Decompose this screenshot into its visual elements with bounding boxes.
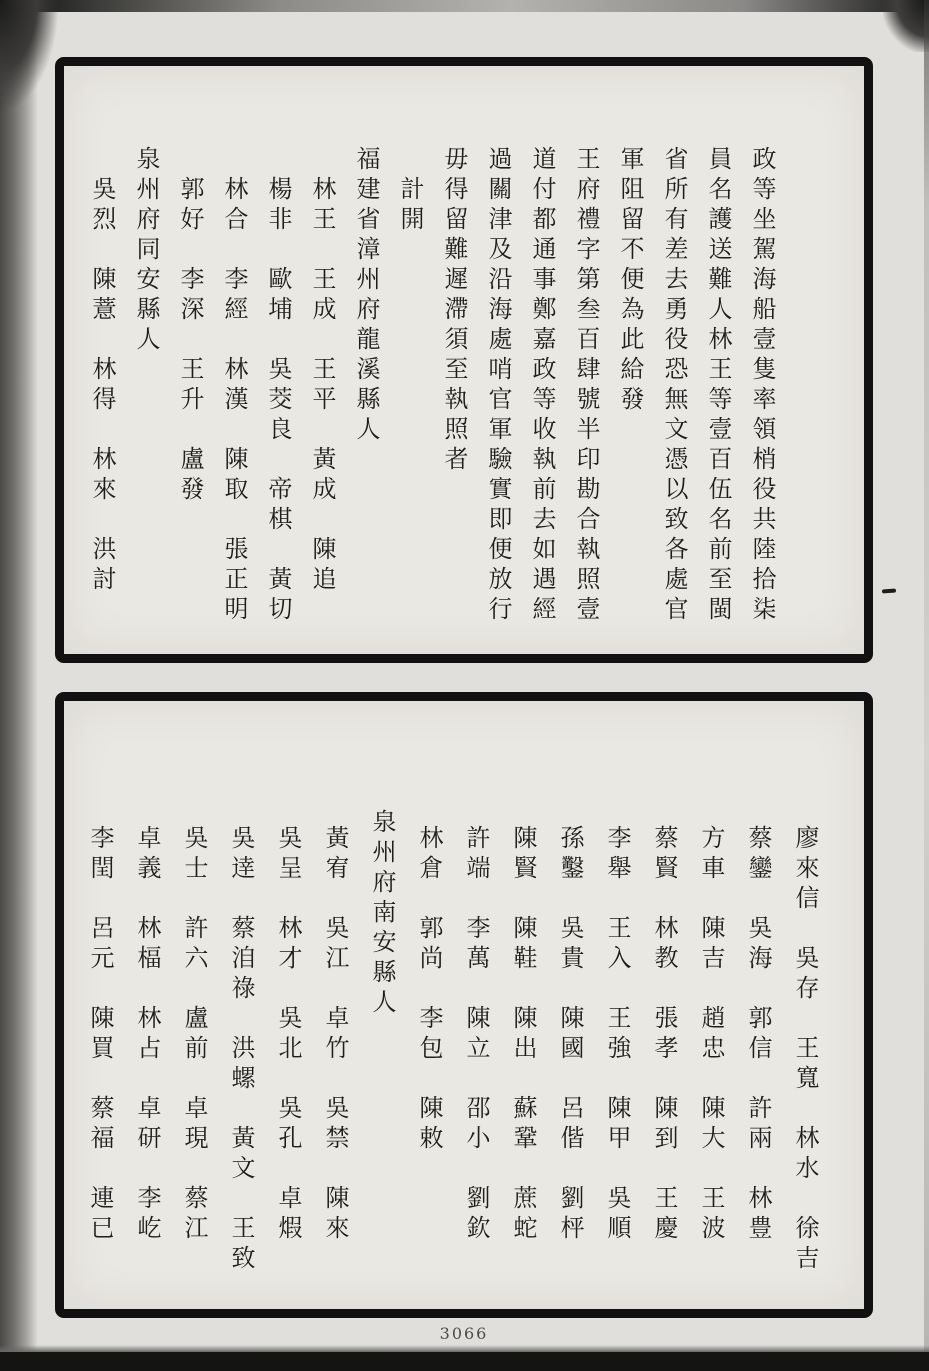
scan-corner-top-right	[883, 0, 929, 52]
names-column: 蔡賢 林教 張孝 陳到 王慶	[650, 825, 678, 1245]
names-column: 許端 李萬 陳立 邵小 劉欽	[462, 825, 490, 1245]
text-column: 政等坐駕海船壹隻率領梢役共陸拾柒	[748, 146, 776, 626]
names-column: 吳呈 林才 吳北 吳孔 卓煆	[274, 825, 302, 1245]
names-column: 林合 李經 林漢 陳取 張正明	[220, 176, 248, 626]
region-heading-column: 泉州府同安縣人	[132, 146, 160, 356]
top-panel-text	[64, 66, 824, 654]
bottom-panel-text	[64, 701, 862, 1309]
text-column: 省所有差去勇役恐無文憑以致各處官	[660, 146, 688, 626]
scan-edge-bottom	[0, 1352, 929, 1371]
page-number: 3066	[439, 1324, 489, 1343]
text-column: 毋得留難遲滯須至執照者	[440, 146, 468, 476]
text-column: 道付都通事鄭嘉政等收執前去如遇經	[528, 146, 556, 626]
list-heading-column: 計開	[396, 176, 424, 236]
scan-edge-right	[924, 0, 929, 1371]
bottom-panel	[55, 692, 873, 1318]
names-column: 蔡鑾 吳海 郭信 許兩 林豊	[744, 825, 772, 1245]
names-column: 林王 王成 王平 黃成 陳追	[308, 176, 336, 596]
names-column: 陳賢 陳鞋 陳出 蘇鞏 蔗蛇	[509, 825, 537, 1245]
names-column: 林倉 郭尚 李包 陳敕	[415, 825, 443, 1155]
names-column: 郭好 李深 王升 盧發	[176, 176, 204, 506]
names-column: 楊非 歐埔 吳茭良 帝棋 黃切	[264, 176, 292, 626]
text-column: 員名護送難人林王等壹百伍名前至閩	[704, 146, 732, 626]
scan-corner-top-left	[0, 0, 58, 110]
names-column: 吳士 許六 盧前 卓現 蔡江	[180, 825, 208, 1245]
names-column: 吳烈 陳薏 林得 林來 洪討	[88, 176, 116, 596]
scan-edge-bottom-fade	[0, 1345, 929, 1352]
names-column: 廖來信 吳存 王寬 林水 徐吉	[791, 825, 819, 1275]
text-column: 過關津及沿海處哨官軍驗實即便放行	[484, 146, 512, 626]
names-column: 李舉 王入 王強 陳甲 吳順	[603, 825, 631, 1245]
names-column: 吳逹 蔡洎祿 洪螺 黃文 王致	[227, 825, 255, 1275]
names-column: 孫鑿 吳貴 陳國 呂偕 劉枰	[556, 825, 584, 1245]
scan-edge-top	[0, 0, 929, 12]
top-panel	[55, 57, 873, 663]
margin-dash-mark	[882, 589, 896, 594]
region-heading-column: 泉州府南安縣人	[368, 809, 396, 1019]
text-column: 王府禮字第叁百肆號半印勘合執照壹	[572, 146, 600, 626]
names-column: 黃宥 吳江 卓竹 吳禁 陳來	[321, 825, 349, 1245]
names-column: 方車 陳吉 趙忠 陳大 王波	[697, 825, 725, 1245]
names-column: 卓義 林楅 林占 卓研 李屹	[133, 825, 161, 1245]
scan-edge-left	[0, 0, 38, 1371]
region-heading-column: 福建省漳州府龍溪縣人	[352, 146, 380, 446]
text-column: 軍阻留不便為此給發	[616, 146, 644, 416]
names-column: 李閏 呂元 陳買 蔡福 連已	[86, 825, 114, 1245]
